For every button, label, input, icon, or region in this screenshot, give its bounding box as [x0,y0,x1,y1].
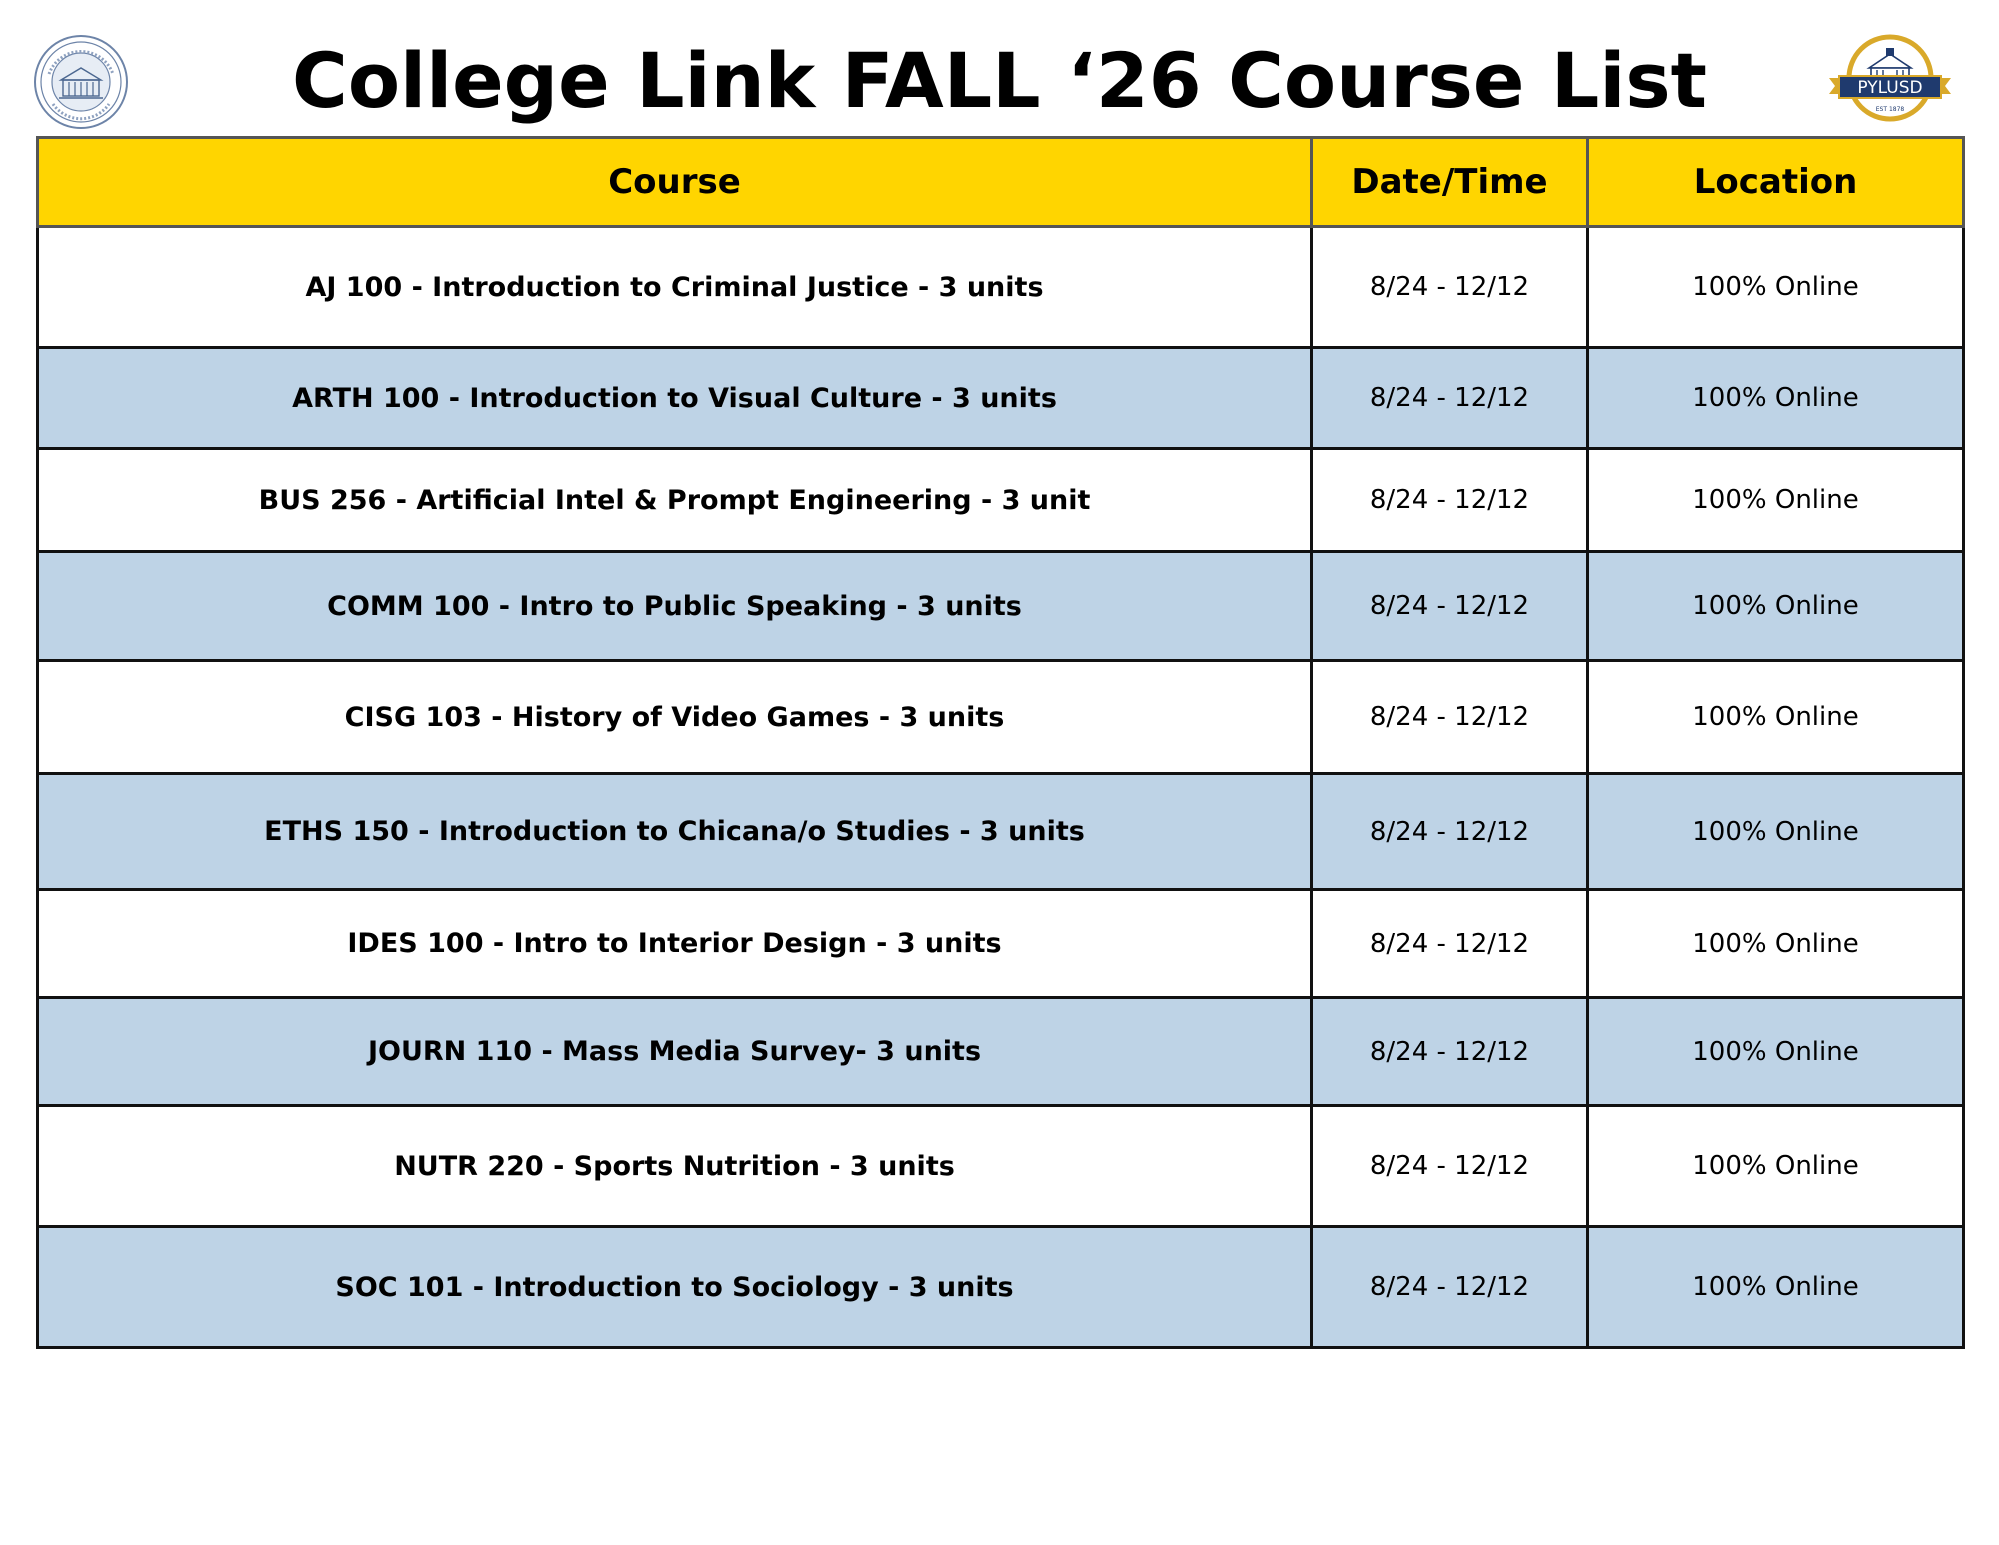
course-cell: ETHS 150 - Introduction to Chicana/o Studies - 3 units [38,774,1312,890]
pylusd-seal-icon [1825,34,1955,122]
course-cell: JOURN 110 - Mass Media Survey- 3 units [38,998,1312,1106]
date-cell: 8/24 - 12/12 [1312,890,1588,998]
date-cell: 8/24 - 12/12 [1312,774,1588,890]
course-cell: CISG 103 - History of Video Games - 3 units [38,661,1312,774]
location-cell: 100% Online [1588,1106,1964,1227]
table-row [38,1106,1964,1227]
date-cell: 8/24 - 12/12 [1312,449,1588,552]
column-header-date-time: Date/Time [1312,138,1588,227]
location-cell: 100% Online [1588,998,1964,1106]
table-row [38,998,1964,1106]
location-cell: 100% Online [1588,449,1964,552]
location-cell: 100% Online [1588,552,1964,661]
date-cell: 8/24 - 12/12 [1312,552,1588,661]
course-cell: SOC 101 - Introduction to Sociology - 3 units [38,1227,1312,1348]
table-row [38,449,1964,552]
date-cell: 8/24 - 12/12 [1312,1106,1588,1227]
svg-text:PYLUSD: PYLUSD [1857,78,1923,98]
date-cell: 8/24 - 12/12 [1312,998,1588,1106]
location-cell: 100% Online [1588,890,1964,998]
location-cell: 100% Online [1588,1227,1964,1348]
course-cell: AJ 100 - Introduction to Criminal Justice - 3 units [38,227,1312,348]
table-header-row [38,138,1964,227]
course-table [36,136,1965,1349]
column-header-location: Location [1588,138,1964,227]
date-cell: 8/24 - 12/12 [1312,348,1588,449]
location-cell: 100% Online [1588,348,1964,449]
course-cell: BUS 256 - Artificial Intel & Prompt Engineering - 3 unit [38,449,1312,552]
course-cell: IDES 100 - Intro to Interior Design - 3 units [38,890,1312,998]
table-row [38,552,1964,661]
location-cell: 100% Online [1588,227,1964,348]
table-row [38,1227,1964,1348]
table-row [38,774,1964,890]
course-cell: NUTR 220 - Sports Nutrition - 3 units [38,1106,1312,1227]
location-cell: 100% Online [1588,661,1964,774]
course-cell: COMM 100 - Intro to Public Speaking - 3 units [38,552,1312,661]
location-cell: 100% Online [1588,774,1964,890]
date-cell: 8/24 - 12/12 [1312,227,1588,348]
table-row [38,661,1964,774]
svg-text:EST 1878: EST 1878 [1875,106,1905,113]
date-cell: 8/24 - 12/12 [1312,661,1588,774]
table-row [38,348,1964,449]
page-title: College Link FALL ‘26 Course List [292,36,1707,125]
course-cell: ARTH 100 - Introduction to Visual Culture - 3 units [38,348,1312,449]
date-cell: 8/24 - 12/12 [1312,1227,1588,1348]
column-header-course: Course [38,138,1312,227]
table-row [38,890,1964,998]
table-row [38,227,1964,348]
